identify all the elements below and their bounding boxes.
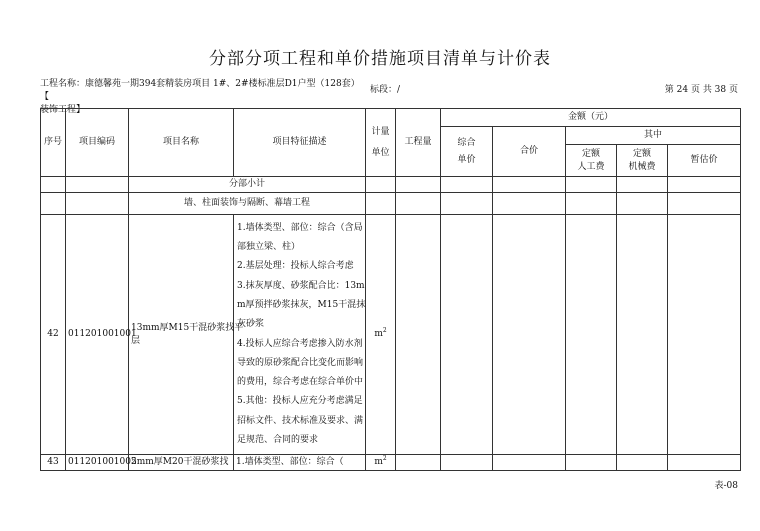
project-name-line-2: 装饰工程】 xyxy=(40,105,86,115)
feature-line: 的费用，综合考虑在综合单价中 xyxy=(237,377,364,388)
table-row xyxy=(41,215,741,455)
section-row xyxy=(41,193,741,215)
col-machine xyxy=(617,145,668,177)
page-title: 分部分项工程和单价措施项目清单与计价表 xyxy=(209,49,551,69)
bill-table xyxy=(40,108,741,471)
feature-line: 足规范、合同的要求 xyxy=(237,434,319,445)
subtotal-label: 分部小计 xyxy=(129,177,366,193)
page-number: 第 24 页 共 38 页 xyxy=(664,85,738,95)
col-composite xyxy=(441,127,493,177)
row-features: 1.墙体类型、部位：综合（ xyxy=(234,455,366,471)
header-row-1 xyxy=(41,109,741,127)
col-among: 其中 xyxy=(566,127,741,145)
col-code: 项目编码 xyxy=(66,109,129,177)
col-machine-top: 定额 xyxy=(632,148,651,159)
feature-line: 灰砂浆 xyxy=(237,319,265,330)
table-row xyxy=(41,455,741,471)
row-features xyxy=(234,215,366,455)
feature-line: 4.投标人应综合考虑掺入防水剂 xyxy=(237,338,363,349)
row-unit: $m^2$ xyxy=(366,215,396,455)
feature-line: 部独立梁、柱） xyxy=(237,242,301,253)
col-unit xyxy=(366,109,396,177)
feature-line: 导致的原砂浆配合比变化而影响 xyxy=(237,357,364,368)
subtotal-row xyxy=(41,177,741,193)
feature-line: 5.其他：投标人应充分考虑满足 xyxy=(237,396,363,407)
row-name-line: 13mm厚M15干混砂浆找平 xyxy=(131,322,244,333)
feature-line: 1.墙体类型、部位：综合（含局 xyxy=(237,222,363,233)
row-unit: $m^2$ xyxy=(366,455,396,471)
feature-line: 3.抹灰厚度、砂浆配合比：13m xyxy=(237,280,365,291)
col-unit-bottom: 单位 xyxy=(371,147,390,158)
row-seq: 42 xyxy=(41,215,66,455)
col-composite-top: 综合 xyxy=(457,137,476,148)
feature-line: 招标文件、技术标准及要求、满 xyxy=(237,415,364,426)
col-labor-bottom: 人工费 xyxy=(577,161,605,172)
col-machine-bottom: 机械费 xyxy=(628,161,656,172)
feature-line: 2.基层处理：投标人综合考虑 xyxy=(237,261,354,272)
col-provisional: 暂估价 xyxy=(668,145,741,177)
feature-line: m厚预拌砂浆抹灰，M15干混抹 xyxy=(237,299,366,310)
col-features: 项目特征描述 xyxy=(234,109,366,177)
col-unit-top: 计量 xyxy=(371,126,390,137)
col-name: 项目名称 xyxy=(129,109,234,177)
col-labor-top: 定额 xyxy=(581,148,600,159)
row-code: 011201001001 xyxy=(66,215,129,455)
section-label: 墙、柱面装饰与隔断、幕墙工程 xyxy=(129,193,366,215)
col-quantity: 工程量 xyxy=(396,109,441,177)
row-seq: 43 xyxy=(41,455,66,471)
project-name-line-1: 工程名称：康德馨苑一期394套精装房项目 1#、2#楼标准层D1户型（128套） 【 xyxy=(40,79,360,102)
col-seq: 序号 xyxy=(41,109,66,177)
row-name: 5mm厚M20干混砂浆找 xyxy=(129,455,234,471)
col-total: 合价 xyxy=(493,127,566,177)
row-code: 011201001002 xyxy=(66,455,129,471)
row-name-line: 层 xyxy=(131,335,141,346)
row-name xyxy=(129,215,244,455)
col-composite-bottom: 单价 xyxy=(457,154,476,165)
col-labor xyxy=(566,145,617,177)
table-code: 表-08 xyxy=(714,481,738,491)
segment-label: 标段：/ xyxy=(370,85,401,95)
col-amount: 金额（元） xyxy=(441,109,741,127)
